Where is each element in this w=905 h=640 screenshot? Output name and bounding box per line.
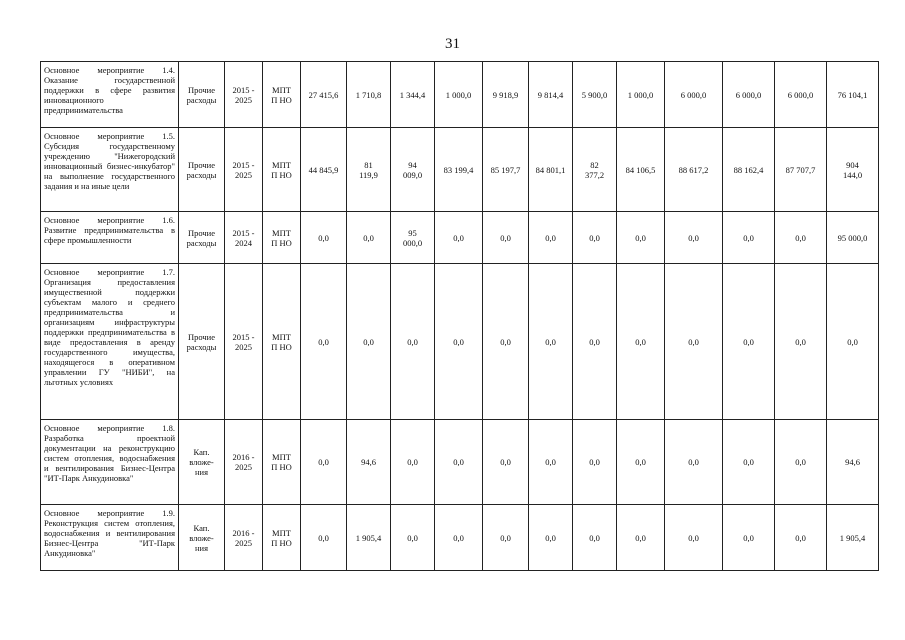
value-cell: 1 000,0	[617, 62, 665, 128]
value-cell: 0,0	[483, 420, 529, 505]
value-cell: 0,0	[617, 505, 665, 571]
value-cell: 0,0	[665, 420, 723, 505]
value-cell: 95 000,0	[827, 212, 879, 264]
value-cell: 0,0	[435, 264, 483, 420]
value-cell: 0,0	[347, 212, 391, 264]
value-cell: 0,0	[723, 505, 775, 571]
table-row	[41, 128, 879, 212]
value-cell: 0,0	[723, 264, 775, 420]
expense-type-cell: Прочие расходы	[179, 62, 225, 128]
value-cell: 6 000,0	[665, 62, 723, 128]
value-cell: 5 900,0	[573, 62, 617, 128]
period-cell: 2016 - 2025	[225, 420, 263, 505]
value-cell: 81 119,9	[347, 128, 391, 212]
activity-description: Основное мероприятие 1.9. Реконструкция систем отопления, водоснабжения и вентилирования Бизнес-Центра "ИТ-Парк Анкудиновка"	[41, 505, 179, 571]
value-cell: 0,0	[665, 212, 723, 264]
value-cell: 0,0	[435, 505, 483, 571]
value-cell: 84 801,1	[529, 128, 573, 212]
value-cell: 0,0	[529, 212, 573, 264]
value-cell: 0,0	[723, 212, 775, 264]
period-cell: 2015 - 2024	[225, 212, 263, 264]
page-number: 31	[445, 36, 460, 52]
executor-cell: МПТ П НО	[263, 62, 301, 128]
value-cell: 0,0	[665, 264, 723, 420]
value-cell: 0,0	[483, 212, 529, 264]
value-cell: 0,0	[529, 420, 573, 505]
value-cell: 0,0	[573, 420, 617, 505]
value-cell: 0,0	[573, 264, 617, 420]
value-cell: 0,0	[775, 212, 827, 264]
value-cell: 0,0	[301, 420, 347, 505]
value-cell: 0,0	[617, 212, 665, 264]
activity-description: Основное мероприятие 1.7. Организация предоставления имущественной поддержки субъектам малого и среднего предпринимательства и организациям инфраструктуры поддержки предпринимательства в виде предоставления в аренду государственного имущества, находящегося в оперативном управлении ГУ "НИБИ", на льготных условиях	[41, 264, 179, 420]
table-row	[41, 212, 879, 264]
table-row	[41, 264, 879, 420]
activity-description: Основное мероприятие 1.5. Субсидия государственному учреждению "Нижегородский инновационный бизнес-инкубатор" на выполнение государственного задания и на иные цели	[41, 128, 179, 212]
value-cell: 95 000,0	[391, 212, 435, 264]
expense-type-cell: Кап. вложе- ния	[179, 505, 225, 571]
value-cell: 1 710,8	[347, 62, 391, 128]
value-cell: 88 162,4	[723, 128, 775, 212]
value-cell: 0,0	[827, 264, 879, 420]
value-cell: 0,0	[573, 212, 617, 264]
value-cell: 94,6	[347, 420, 391, 505]
expense-type-cell: Прочие расходы	[179, 212, 225, 264]
value-cell: 0,0	[301, 505, 347, 571]
value-cell: 27 415,6	[301, 62, 347, 128]
value-cell: 83 199,4	[435, 128, 483, 212]
value-cell: 1 905,4	[347, 505, 391, 571]
period-cell: 2016 - 2025	[225, 505, 263, 571]
value-cell: 0,0	[617, 420, 665, 505]
value-cell: 0,0	[347, 264, 391, 420]
value-cell: 0,0	[483, 264, 529, 420]
value-cell: 0,0	[775, 420, 827, 505]
value-cell: 0,0	[529, 505, 573, 571]
value-cell: 87 707,7	[775, 128, 827, 212]
value-cell: 0,0	[775, 505, 827, 571]
value-cell: 9 918,9	[483, 62, 529, 128]
value-cell: 85 197,7	[483, 128, 529, 212]
value-cell: 84 106,5	[617, 128, 665, 212]
activity-description: Основное мероприятие 1.6. Развитие предпринимательства в сфере промышленности	[41, 212, 179, 264]
value-cell: 44 845,9	[301, 128, 347, 212]
executor-cell: МПТ П НО	[263, 505, 301, 571]
executor-cell: МПТ П НО	[263, 212, 301, 264]
period-cell: 2015 - 2025	[225, 62, 263, 128]
value-cell: 0,0	[391, 420, 435, 505]
executor-cell: МПТ П НО	[263, 128, 301, 212]
value-cell: 0,0	[435, 420, 483, 505]
value-cell: 6 000,0	[723, 62, 775, 128]
executor-cell: МПТ П НО	[263, 264, 301, 420]
value-cell: 0,0	[391, 264, 435, 420]
program-budget-table	[40, 61, 879, 571]
value-cell: 0,0	[529, 264, 573, 420]
period-cell: 2015 - 2025	[225, 264, 263, 420]
value-cell: 6 000,0	[775, 62, 827, 128]
value-cell: 88 617,2	[665, 128, 723, 212]
expense-type-cell: Прочие расходы	[179, 264, 225, 420]
value-cell: 1 000,0	[435, 62, 483, 128]
value-cell: 82 377,2	[573, 128, 617, 212]
table-row	[41, 505, 879, 571]
value-cell: 0,0	[665, 505, 723, 571]
activity-description: Основное мероприятие 1.4. Оказание государственной поддержки в сфере развития инновационного предпринимательства	[41, 62, 179, 128]
expense-type-cell: Прочие расходы	[179, 128, 225, 212]
activity-description: Основное мероприятие 1.8. Разработка проектной документации на реконструкцию систем отопления, водоснабжения и вентилирования Бизнес-Центра "ИТ-Парк Анкудиновка"	[41, 420, 179, 505]
value-cell: 9 814,4	[529, 62, 573, 128]
value-cell: 0,0	[301, 212, 347, 264]
value-cell: 0,0	[301, 264, 347, 420]
period-cell: 2015 - 2025	[225, 128, 263, 212]
executor-cell: МПТ П НО	[263, 420, 301, 505]
value-cell: 0,0	[617, 264, 665, 420]
table-row	[41, 420, 879, 505]
value-cell: 904 144,0	[827, 128, 879, 212]
value-cell: 1 905,4	[827, 505, 879, 571]
value-cell: 0,0	[435, 212, 483, 264]
value-cell: 0,0	[775, 264, 827, 420]
value-cell: 94,6	[827, 420, 879, 505]
expense-type-cell: Кап. вложе- ния	[179, 420, 225, 505]
table-row	[41, 62, 879, 128]
value-cell: 76 104,1	[827, 62, 879, 128]
value-cell: 94 009,0	[391, 128, 435, 212]
value-cell: 0,0	[483, 505, 529, 571]
value-cell: 0,0	[723, 420, 775, 505]
value-cell: 1 344,4	[391, 62, 435, 128]
value-cell: 0,0	[391, 505, 435, 571]
value-cell: 0,0	[573, 505, 617, 571]
